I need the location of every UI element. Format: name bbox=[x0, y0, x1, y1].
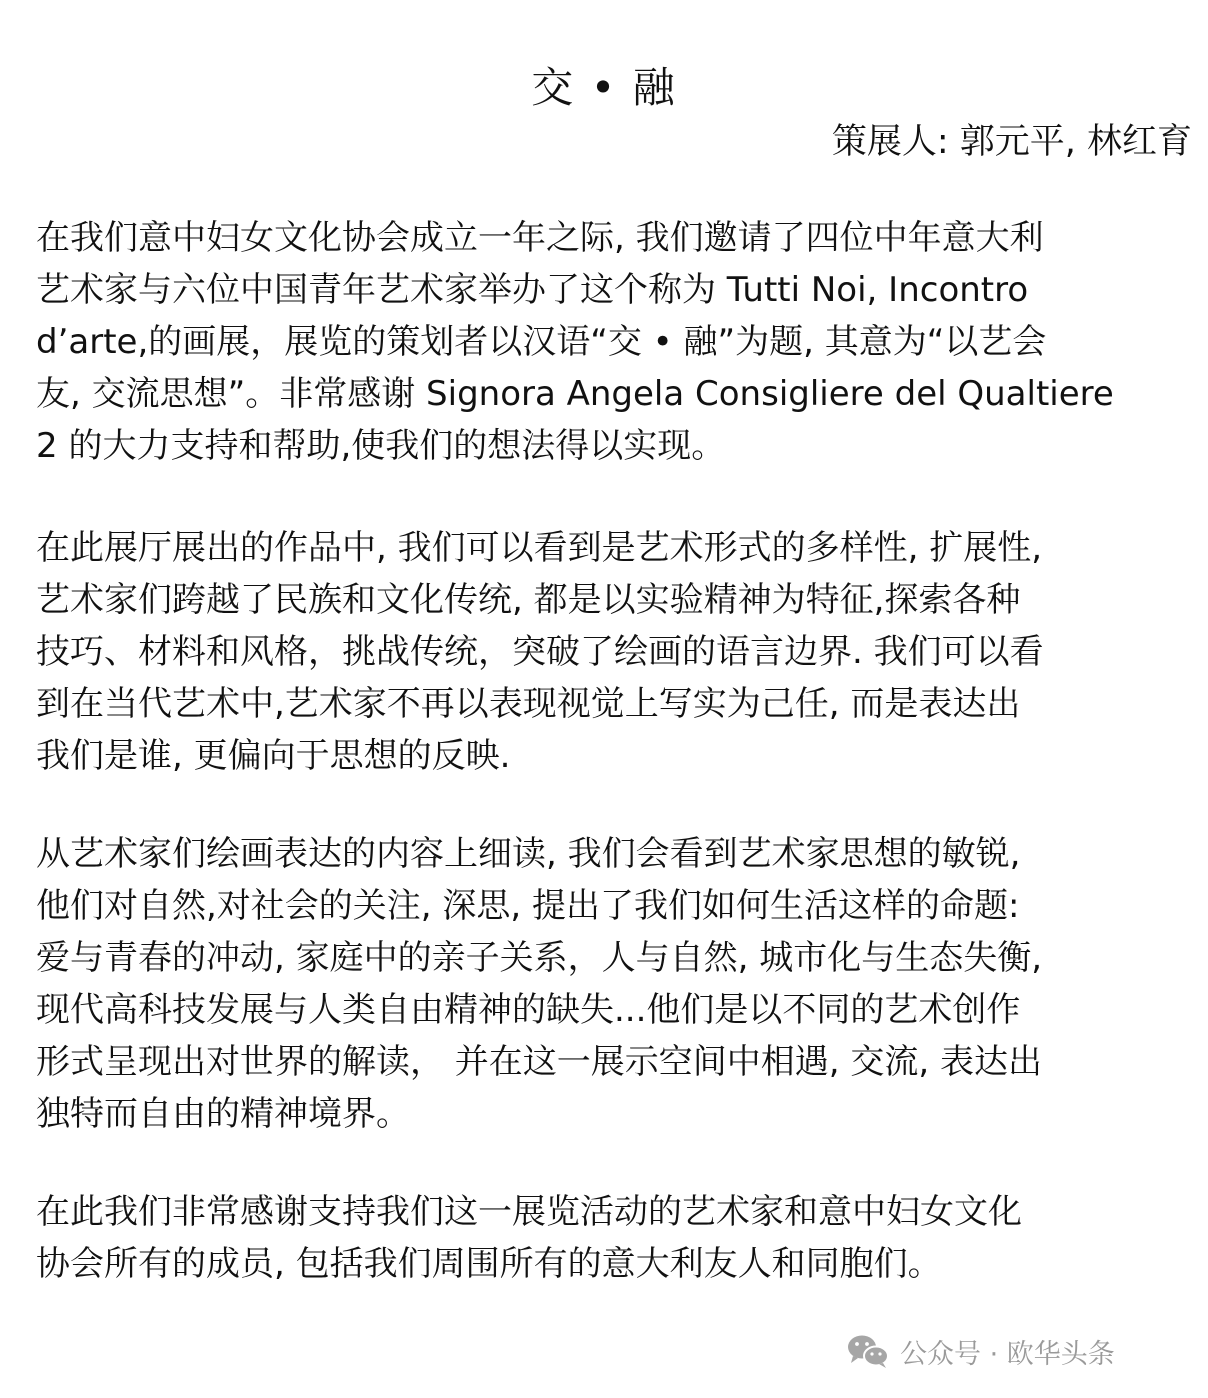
watermark bbox=[846, 1328, 1115, 1374]
text-line: 我们是谁, 更偏向于思想的反映. bbox=[36, 736, 511, 776]
text-line: 在此我们非常感谢支持我们这一展览活动的艺术家和意中妇女文化 bbox=[36, 1192, 1022, 1232]
document-title: 交 • 融 bbox=[531, 63, 677, 112]
text-line: d’arte,的画展，展览的策划者以汉语“交 • 融”为题, 其意为“以艺会 bbox=[36, 322, 1047, 362]
text-line: 现代高科技发展与人类自由精神的缺失...他们是以不同的艺术创作 bbox=[36, 990, 1021, 1030]
text-line: 艺术家与六位中国青年艺术家举办了这个称为 Tutti Noi, Incontro bbox=[36, 270, 1029, 310]
text-line: 艺术家们跨越了民族和文化传统, 都是以实验精神为特征,探索各种 bbox=[36, 580, 1021, 620]
text-line: 在此展厅展出的作品中, 我们可以看到是艺术形式的多样性, 扩展性, bbox=[36, 528, 1043, 568]
watermark-text: 公众号 · 欧华头条 bbox=[900, 1338, 1115, 1370]
text-line: 形式呈现出对世界的解读， 并在这一展示空间中相遇, 交流, 表达出 bbox=[36, 1042, 1043, 1082]
curators-line: 策展人: 郭元平, 林红育 bbox=[831, 122, 1192, 162]
text-line: 友, 交流思想”。非常感谢 Signora Angela Consigliere del Qualtiere bbox=[36, 374, 1114, 414]
text-line: 独特而自由的精神境界。 bbox=[36, 1094, 410, 1134]
text-line: 到在当代艺术中,艺术家不再以表现视觉上写实为己任, 而是表达出 bbox=[36, 684, 1021, 724]
wechat-icon bbox=[846, 1333, 890, 1369]
paragraph-4 bbox=[36, 1186, 1196, 1290]
text-line: 协会所有的成员, 包括我们周围所有的意大利友人和同胞们。 bbox=[36, 1244, 942, 1284]
text-line: 技巧、材料和风格，挑战传统，突破了绘画的语言边界. 我们可以看 bbox=[36, 632, 1044, 672]
paragraph-1 bbox=[36, 212, 1196, 472]
paragraph-2 bbox=[36, 522, 1196, 782]
text-line: 他们对自然,对社会的关注, 深思, 提出了我们如何生活这样的命题: bbox=[36, 886, 1020, 926]
text-line: 在我们意中妇女文化协会成立一年之际, 我们邀请了四位中年意大利 bbox=[36, 218, 1044, 258]
text-line: 爱与青春的冲动, 家庭中的亲子关系，人与自然, 城市化与生态失衡, bbox=[36, 938, 1043, 978]
text-line: 从艺术家们绘画表达的内容上细读, 我们会看到艺术家思想的敏锐, bbox=[36, 834, 1021, 874]
text-line: 2 的大力支持和帮助,使我们的想法得以实现。 bbox=[36, 426, 726, 466]
paragraph-3 bbox=[36, 828, 1196, 1140]
